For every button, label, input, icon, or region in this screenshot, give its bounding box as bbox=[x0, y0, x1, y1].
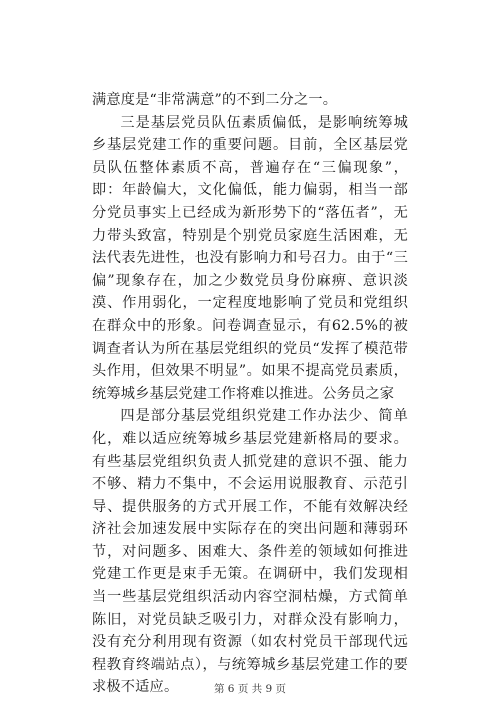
paragraph-continuation: 满意度是“非常满意”的不到二分之一。 bbox=[92, 92, 338, 108]
paragraph-point-three: 三是基层党员队伍素质偏低，是影响统筹城乡基层党建工作的重要问题。目前，全区基层党员队伍整体素质不高，普遍存在“三偏现象”，即：年龄偏大，文化偏低，能力偏弱，相当一部分党员事实上已经成为新形势下的“落伍者”，无力带头致富，特别是个别党员家庭生活困难，无法代表先进性，也没有影响力和号召力。由于“三偏”现象存在，加之少数党员身份麻痹、意识淡漠、作用弱化，一定程度地影响了党员和党组织在群众中的形象。问卷调查显示，有62.5%的被调查者认为所在基层党组织的党员“发挥了模范带头作用，但效果不明显”。如果不提高党员素质，统筹城乡基层党建工作将难以推进。公务员之家 bbox=[92, 114, 408, 402]
paragraph-point-four: 四是部分基层党组织党建工作办法少、简单化，难以适应统筹城乡基层党建新格局的要求。有些基层党组织负责人抓党建的意识不强、能力不够、精力不集中，不会运用说服教育、示范引导、提供服务的方式开展工作，不能有效解决经济社会加速发展中实际存在的突出问题和薄弱环节，对问题多、困难大、条件差的领域如何推进党建工作更是束手无策。在调研中，我们发现相当一些基层党组织活动内容空洞枯燥，方式简单陈旧，对党员缺乏吸引力，对群众没有影响力，没有充分利用现有资源（如农村党员干部现代远程教育终端站点），与统筹城乡基层党建工作的要求极不适应。 bbox=[92, 408, 408, 696]
document-body bbox=[92, 89, 408, 699]
page-number-footer: 第 6 页 共 9 页 bbox=[213, 683, 287, 695]
